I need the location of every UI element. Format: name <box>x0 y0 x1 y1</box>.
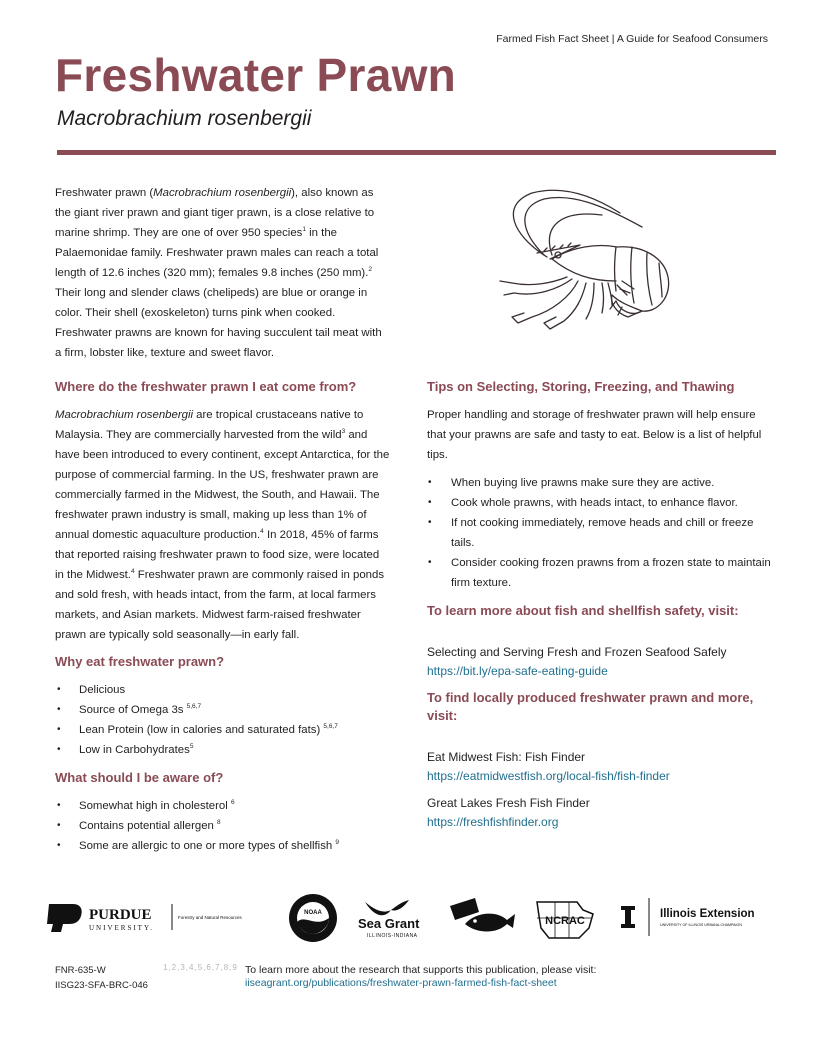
svg-text:Sea Grant: Sea Grant <box>358 916 420 931</box>
why-list <box>55 680 390 760</box>
sea-grant-logo <box>358 900 420 939</box>
scientific-name: Macrobrachium rosenbergii <box>57 107 312 130</box>
where-paragraph: Macrobrachium rosenbergii are tropical crustaceans native to Malaysia. They are commercially harvested from the wild$^3$ and have been introduced to every continent, except Antarctica, for the purpose of commercial farming. In the US, freshwater prawn are commercially farmed in the Midwest, the South, and Hawaii. The freshwater prawn industry is small, making up less than 1% of annual domestic aquaculture production.$^4$ In 2018, 45% of farms that reported raising freshwater prawn to food size, were located in the Midwest.$^4$ Freshwater prawn are commonly raised in ponds and sold fresh, with heads intact, from the farm, at local farmers markets, and Asian markets. Midwest farm-raised freshwater prawn are typically sold seasonally—in early fall. <box>55 409 390 641</box>
aware-list <box>55 796 390 856</box>
purdue-logo <box>47 904 243 932</box>
list-item: • Low in Carbohydrates$^5$ <box>55 740 390 760</box>
list-item: • Lean Protein (low in calories and saturated fats) $^{5,6,7}$ <box>55 720 390 740</box>
prawn-illustration <box>492 185 680 335</box>
list-item: • Source of Omega 3s $^{5,6,7}$ <box>55 700 390 720</box>
tips-heading: Tips on Selecting, Storing, Freezing, and Thawing <box>427 379 735 394</box>
svg-text:ILLINOIS-INDIANA: ILLINOIS-INDIANA <box>367 933 418 939</box>
page-title: Freshwater Prawn <box>55 49 457 101</box>
document-series-line: Farmed Fish Fact Sheet | A Guide for Seafood Consumers <box>496 33 768 45</box>
svg-text:PURDUE: PURDUE <box>89 907 152 923</box>
list-item: • Contains potential allergen $^8$ <box>55 816 390 836</box>
svg-text:NOAA: NOAA <box>304 910 322 916</box>
tips-list <box>427 473 772 593</box>
noaa-logo <box>289 894 337 942</box>
learn-resource-link[interactable]: https://bit.ly/epa-safe-eating-guide <box>427 664 608 678</box>
title-rule <box>57 150 776 155</box>
list-item: • When buying live prawns make sure they are active. <box>427 473 772 493</box>
publication-code: FNR-635-W <box>55 965 106 976</box>
list-item: • Delicious <box>55 680 390 700</box>
svg-text:NCRAC: NCRAC <box>545 915 585 927</box>
list-item: • Cook whole prawns, with heads intact, to enhance flavor. <box>427 493 772 513</box>
footer-link[interactable]: iiseagrant.org/publications/freshwater-prawn-farmed-fish-fact-sheet <box>245 977 557 989</box>
tips-intro: Proper handling and storage of freshwater prawn will help ensure that your prawns are safe and tasty to eat. Below is a list of helpful tips. <box>427 409 762 461</box>
illinois-extension-logo <box>621 898 755 936</box>
eat-midwest-fish-logo <box>450 898 515 932</box>
great-lakes-finder-link[interactable]: https://freshfishfinder.org <box>427 815 559 829</box>
publication-codes <box>55 963 148 993</box>
svg-text:Illinois Extension: Illinois Extension <box>660 908 755 920</box>
intro-paragraph: Freshwater prawn (Macrobrachium rosenbergii), also known as the giant river prawn and giant tiger prawn, is a close relative to marine shrimp. They are one of over 950 species$^1$ in the Palaemonidae family. Freshwater prawn males can reach a total length of 12.6 inches (320 mm); females 9.8 inches (250 mm).$^2$ Their long and slender claws (chelipeds) are blue or orange in color. Their shell (exoskeleton) turns pink when cooked. Freshwater prawns are known for having succulent tail meat with a firm, lobster like, texture and sweet flavor. <box>55 187 382 359</box>
learn-resource-name: Selecting and Serving Fresh and Frozen Seafood Safely <box>427 645 727 659</box>
list-item: • Somewhat high in cholesterol $^6$ <box>55 796 390 816</box>
ncrac-logo <box>537 902 593 938</box>
footer-note: To learn more about the research that supports this publication, please visit: <box>245 964 597 976</box>
learn-more-heading: To learn more about fish and shellfish safety, visit: <box>427 603 739 618</box>
where-heading: Where do the freshwater prawn I eat come from? <box>55 379 357 394</box>
left-column <box>55 378 390 865</box>
svg-text:Forestry and Natural Resources: Forestry and Natural Resources <box>178 915 242 920</box>
footnote-marker-strip: 1,2,3,4,5,6,7,8,9 <box>163 963 238 972</box>
list-item: • If not cooking immediately, remove heads and chill or freeze tails. <box>427 513 772 553</box>
partner-logos <box>45 888 775 948</box>
right-column <box>427 378 772 840</box>
aware-heading: What should I be aware of? <box>55 770 224 785</box>
svg-text:UNIVERSITY OF ILLINOIS URBANA-: UNIVERSITY OF ILLINOIS URBANA-CHAMPAIGN <box>660 923 742 927</box>
list-item: • Some are allergic to one or more types of shellfish $^9$ <box>55 836 390 856</box>
list-item: • Consider cooking frozen prawns from a frozen state to maintain firm texture. <box>427 553 772 593</box>
fish-finder-name: Eat Midwest Fish: Fish Finder <box>427 750 586 764</box>
fish-finder-link[interactable]: https://eatmidwestfish.org/local-fish/fish-finder <box>427 769 670 783</box>
why-heading: Why eat freshwater prawn? <box>55 654 225 669</box>
svg-text:UNIVERSITY.: UNIVERSITY. <box>89 924 154 932</box>
publication-code: IISG23-SFA-BRC-046 <box>55 980 148 991</box>
great-lakes-finder-name: Great Lakes Fresh Fish Finder <box>427 796 590 810</box>
find-heading: To find locally produced freshwater prawn and more, visit: <box>427 690 754 723</box>
